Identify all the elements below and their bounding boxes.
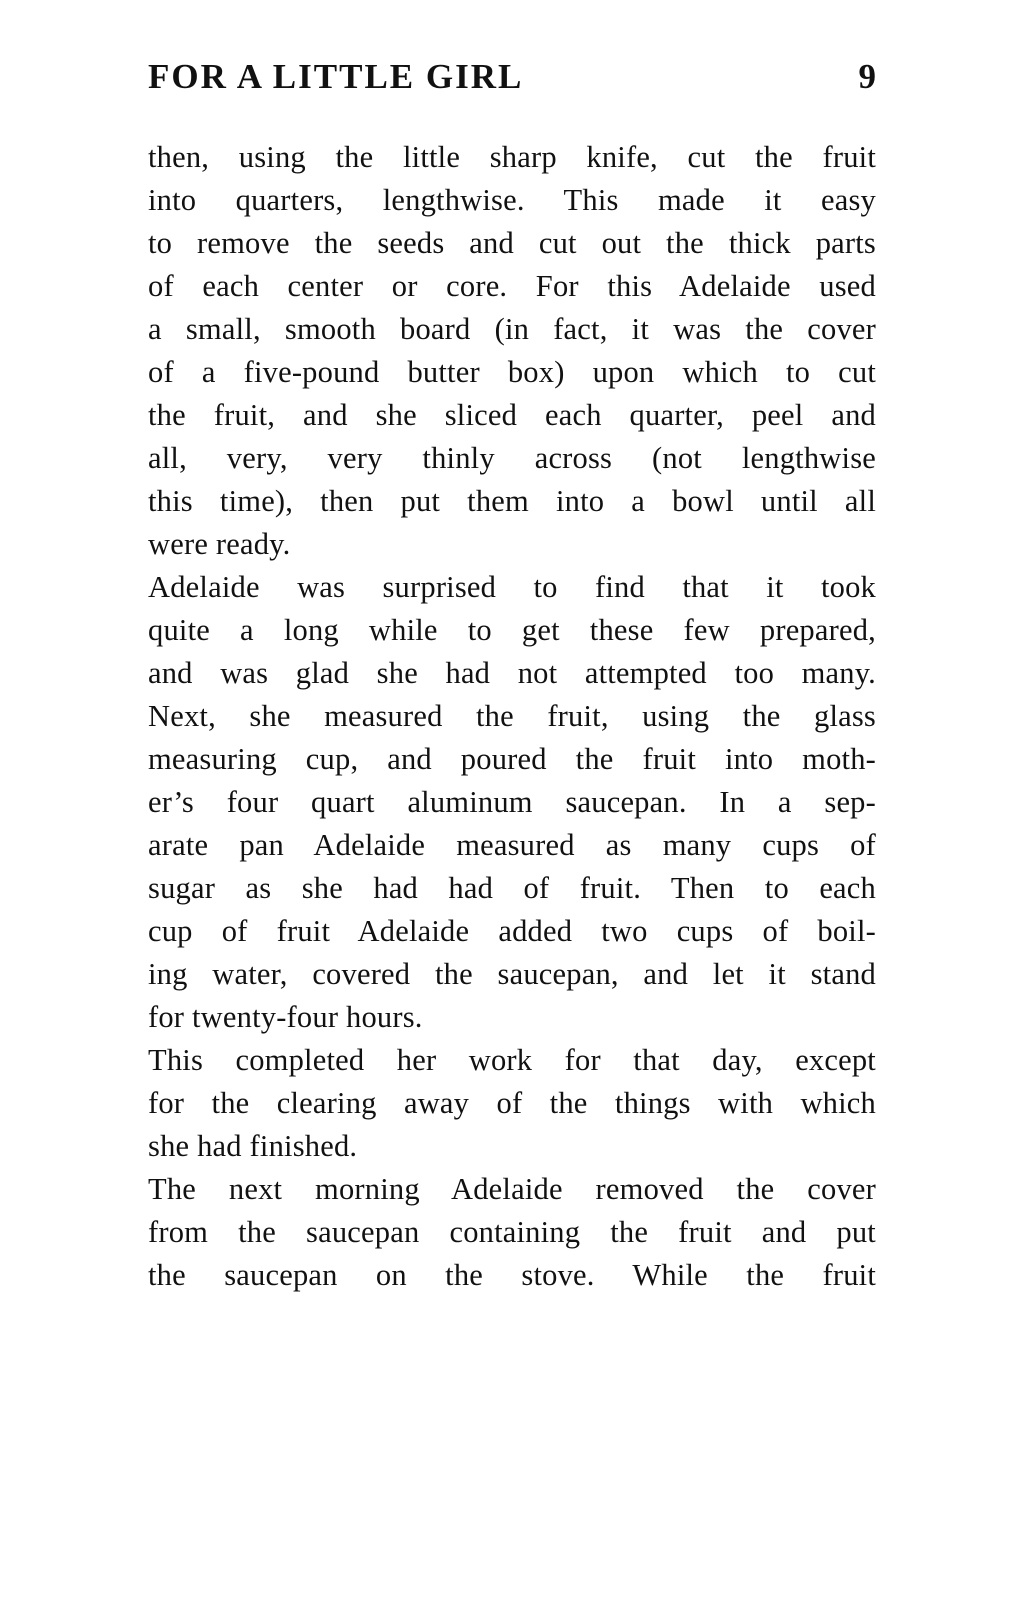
paragraph-1: [148, 136, 876, 566]
text-line: of each center or core. For this Adelaide used: [148, 269, 876, 303]
page-number: 9: [858, 57, 876, 96]
text-line: this time), then put them into a bowl until all: [148, 484, 876, 518]
text-line: quite a long while to get these few prepared,: [148, 613, 876, 647]
text-line: arate pan Adelaide measured as many cups of: [148, 828, 876, 862]
paragraph-5: [148, 1168, 876, 1297]
body-text: [148, 136, 876, 1297]
text-line: then, using the little sharp knife, cut the fruit: [148, 140, 876, 174]
paragraph-4: [148, 1039, 876, 1168]
text-line: she had finished.: [148, 1129, 358, 1163]
text-line: the fruit, and she sliced each quarter, peel and: [148, 398, 876, 432]
text-line: into quarters, lengthwise. This made it easy: [148, 183, 876, 217]
running-title: FOR A LITTLE GIRL: [148, 57, 524, 96]
text-line: a small, smooth board (in fact, it was the cover: [148, 312, 876, 346]
running-head: [148, 52, 876, 102]
text-line: all, very, very thinly across (not lengthwise: [148, 441, 876, 475]
text-line: ing water, covered the saucepan, and let it stand: [148, 957, 876, 991]
text-line: cup of fruit Adelaide added two cups of boil-: [148, 914, 876, 948]
text-line: for twenty-four hours.: [148, 1000, 423, 1034]
text-line: This completed her work for that day, except: [148, 1043, 876, 1077]
text-line: from the saucepan containing the fruit and put: [148, 1215, 876, 1249]
text-line: Adelaide was surprised to find that it took: [148, 570, 876, 604]
text-line: measuring cup, and poured the fruit into moth-: [148, 742, 876, 776]
text-line: the saucepan on the stove. While the fruit: [148, 1258, 876, 1292]
text-line: er’s four quart aluminum saucepan. In a sep-: [148, 785, 876, 819]
text-line: of a five-pound butter box) upon which to cut: [148, 355, 876, 389]
text-line: to remove the seeds and cut out the thick parts: [148, 226, 876, 260]
text-line: and was glad she had not attempted too many.: [148, 656, 876, 690]
paragraph-2: [148, 566, 876, 695]
text-line: Next, she measured the fruit, using the glass: [148, 699, 876, 733]
text-line: The next morning Adelaide removed the cover: [148, 1172, 876, 1206]
text-line: were ready.: [148, 527, 291, 561]
paragraph-3: [148, 695, 876, 1039]
text-line: sugar as she had had of fruit. Then to each: [148, 871, 876, 905]
text-line: for the clearing away of the things with which: [148, 1086, 876, 1120]
